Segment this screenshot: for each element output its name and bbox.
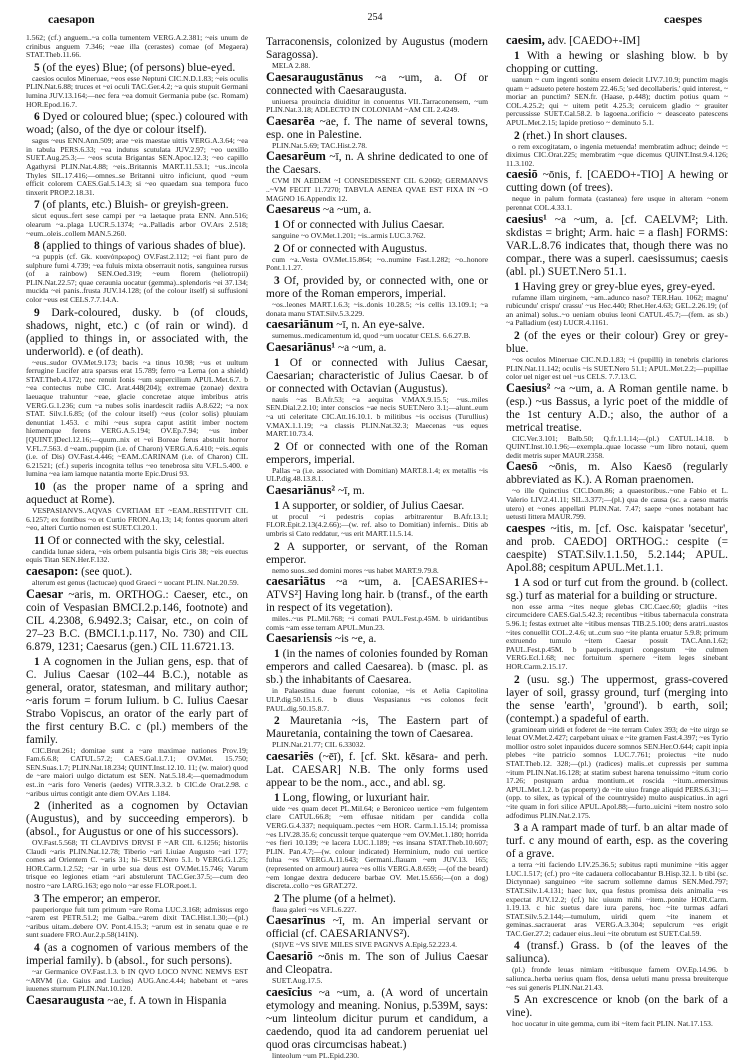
entry-definition: ~ī, n. An eye-salve. xyxy=(333,319,425,332)
citation-block: MELA 2.88. xyxy=(272,61,311,70)
citation-block: o rem excogitatam, o ingenia metuenda! membratim adhuc; deinde ~: diximus CIC.Orat.225; membratim ~que dicemus QUINT.Inst.9.4.126; 11.3.102. xyxy=(506,141,728,168)
sense-definition: 1 With a hewing or slashing blow. b by chopping or cutting. xyxy=(506,50,728,75)
dictionary-entry-head xyxy=(266,115,488,142)
headword: Caesariō xyxy=(266,948,313,963)
sense-number: 4 xyxy=(34,942,40,955)
column-right xyxy=(506,34,728,1029)
dictionary-entry-head xyxy=(266,950,488,977)
page-number: 254 xyxy=(367,12,383,23)
sense-number: 1 xyxy=(274,219,280,232)
sense-definition: 2 Of or connected with one of the Roman emperors, imperial. xyxy=(266,440,488,466)
sense-definition: 2 (of the eyes or their colour) Grey or grey-blue. xyxy=(506,329,728,355)
sense-definition: 9 Dark-coloured, dusky. b (of clouds, shadows, night, etc.) c (of rain or wind). d (applied to things in, or associated with, the underworld). e (of death). xyxy=(26,306,248,358)
citation-block: sagus ~eus ENN.Ann.509; arae ~eis maestae uittis VERG.A.3.64; ~ea in tabula PERS.6.33; ~ea indutus scutulata JUV.2.97; ~eo uexillo SUET.Aug.25.3;— ~eos scuta Brigantas SEN.Apoc.12.3; ~eo capillo Agathyrsi PLIN.Nat.4.88; ~eis..Britannis MART.11.53.1; ~us..incola Thyles SIL.17.416;—omnes..se Britanni uitro inficiunt, quod ~eum efficit colorem CAES.Gal.5.14.3; si ~eo quaedam sua tempora fuco tinxerit PROP.2.18.31. xyxy=(26,136,248,197)
citation-block: hoc uocatur in uite gemma, cum ibi ~item facit PLIN. Nat.17.153. xyxy=(512,1019,713,1029)
entry-definition: ~ī, n. A shrine dedicated to one of the Caesars. xyxy=(266,151,488,177)
citation-block: (pl.) fronde leuas nimiam ~itibusque famem OV.Ep.14.96. b saliunca..herba uerius quam flos, densa ueluti manu pressa breuiterque ~es sui generis PLIN.Nat.21.43. xyxy=(506,965,728,992)
citation-block: ~o ille Quinctius CIC.Dom.86; a quaestoribus..~one Fabio et L. Valerio LIV.2.41.11; SIL.3.377;—(pl.) qua de causa (sc. a caeso matris utero) et ~ones appellati PLIN.Nat. 7.47; saepe ~ones notabant hac uetusti littera MAUR.799. xyxy=(506,486,728,522)
sense-definition: 11 Of or connected with the sky, celestial. xyxy=(34,534,225,547)
headword: Caesarēum xyxy=(266,149,326,164)
sense-definition: 1 A cognomen in the Julian gens, esp. that of C. Julius Caesar (102–44 B.C.), notable as general, orator, statesman, and military author; ~aris forum = forum Iulium. b C. Iulius Caesar Strabo Vopiscus, an orator of the early part of the first century B.C. c (pl.) members of the family. xyxy=(26,655,248,746)
headword: caesiō xyxy=(506,167,538,182)
entry-definition: ~ōnis m. The son of Julius Caesar and Cleopatra. xyxy=(266,950,488,976)
headword: caesariātus xyxy=(266,574,326,589)
entry-definition: (~ēī), f. [cf. Skt. kēsara- and perh. Lat. CAESAR] N.B. The only forms used appear to be the nom., acc., and abl. sg. xyxy=(266,750,488,789)
sense-number: 1 xyxy=(274,791,280,804)
headword: Caesarēa xyxy=(266,113,315,128)
sense-number: 2 xyxy=(514,129,520,142)
dictionary-entry-head xyxy=(266,575,488,615)
citation-block: CIC.Ver.3.101; Balb.50; Q.fr.1.1.14;—(pl.) CATUL.14.18. b QUINT.Inst.10.1.96;—exempla..quae locasse ~um libro notaui, quem dedit metris super MAUR.2358. xyxy=(506,433,728,460)
sense-number: 1 xyxy=(274,648,280,661)
citation-block: sumemus..medicamentum id, quod ~um uocatur CELS. 6.6.27.B. xyxy=(272,331,471,341)
sense-definition: 2 (inherited as a cognomen by Octavian (Augustus), and by succeeding emperors). b (absol., for Augustus or one of his successors). xyxy=(26,800,248,839)
sense-number: 1 xyxy=(514,50,520,62)
column-middle xyxy=(266,34,488,1060)
citation-block: neque in palum formata (castanea) fere usque in alteram ~onem perennat COL.4.33.1. xyxy=(506,194,728,212)
sense-number: 3 xyxy=(514,822,520,835)
headword: Caesaraugustānus xyxy=(266,69,364,84)
citation-block: ~eus..sudor OV.Met.9.173; bacis ~a tinus 10.98; ~us et uultum ferrugine Lucifer atra sparsus erat 15.789; ferro ~a Lerna (on a shield) STAT.Theb.4.172; nec renuit Ionis ~um supercilium APUL.Met.6.7. b ~ea contectus nube CIC. Arat.448(204); extremae (zonae) dextra laeuaque trahuntur ~eae, glacie concretae atque imbribus atris VERG.G.1.236; cum ~a nubes solis inardescit radiis A.8.622; ~a nox STAT. Silv.1.6.85; (of the colour itself) ~eus (color solis) pluuiam denuntiat 1.453. c mihi ~eus supra caput astitit imber noctem hiememque ferens VERG.A.5.194; OV.Ep.7.94; ~us imber [QUINT.]Decl.12.16;—quum..nix et ~ei Boreae ferus abstulit horror V.FL.7.563. d ~eam..puppim (i.e. of Charon) VERG.A.6.410; ~eis..equis (i.e. of Dis) OV.Fast.4.446; ~EAM..CARINAM (i.e. of Charon) CIL 6.21521; (cf.) superis incognita tellus ~eo tenebrosa situ V.FL.5.400. e lumina ~ea iam iamque natantia morte Epic.Drusi 93. xyxy=(26,357,248,479)
citation-block: in Palaestina duae fuerunt coloniae, ~is et Aelia Capitolina ULP.dig.50.15.1.6. b diuus Vespasianus ~es colonos fecit PAUL.dig.50.15.8.7. xyxy=(266,686,488,713)
sense-number: 1 xyxy=(514,280,520,293)
citation-block: linteolum ~um PL.Epid.230. xyxy=(272,1050,360,1060)
sense-number: 9 xyxy=(34,306,40,319)
citation-block: non esse arma ~ites neque glebas CIC.Caec.60; gladiis ~ites circumcidere CAES.Gal.5.42.3; recentibus ~itibus tabernacula constrata 5.96.1; festas extruet alte ~itibus mensas TIB.2.5.100; dens aratri..uastos ~ites conuellit COL.2.4.6; ut..cum suo ~ite planta eruatur 5.9.8; primum extruendo tumulo ~item Caesar posuit TAC.Ann.1.62; PAUL.Fest.p.45M. b pauperis..tuguri congestum ~ite culmen VERG.Ecl.1.68; nec fortuitum spernere ~item leges sinebant HOR.Carm.2.15.17. xyxy=(506,601,728,671)
sense-number: 5 xyxy=(34,61,40,74)
sense-definition: 1 Of or connected with Julius Caesar, Caesarian; characteristic of Julius Caesar. b of or connected with Octavian (Augustus). xyxy=(266,356,488,395)
sense-number: 11 xyxy=(34,534,45,547)
entry-definition: ~a ~um, a. A Roman gentile name. b (esp.) ~us Bassus, a lyric poet of the middle of the 1st century A.D.; also, the author of a metrical treatise. xyxy=(506,382,728,434)
sense-number: 10 xyxy=(34,480,46,493)
sense-number: 2 xyxy=(514,673,520,686)
headword: Caesariānus¹ xyxy=(266,339,336,354)
headword: Caesareus xyxy=(266,202,321,217)
headword: Caesius² xyxy=(506,380,551,395)
sense-definition: 7 (of plants, etc.) Bluish- or greyish-green. xyxy=(34,199,229,212)
sense-number: 1 xyxy=(274,499,280,512)
entry-definition: ~is ~e, a. xyxy=(332,633,377,646)
last-headword: caespes xyxy=(664,12,702,26)
dictionary-entry-head xyxy=(506,213,728,279)
sense-number: 2 xyxy=(274,715,280,728)
sense-number: 2 xyxy=(514,329,520,342)
entry-definition: ~ae, f. The name of several towns, esp. one in Palestine. xyxy=(266,115,488,141)
sense-definition: 6 Dyed or coloured blue; (spec.) coloured with woad; (also, of the dye or colour itself). xyxy=(26,111,248,137)
dictionary-entry-head xyxy=(26,588,248,654)
sense-definition: 2 Of or connected with Augustus. xyxy=(274,242,428,255)
sense-definition: Tarraconensis, colonized by Augustus (modern Saragossa). xyxy=(266,36,488,61)
citation-block: CIC.Brut.261; domitae sunt a ~are maximae nationes Prov.19; Fam.6.6.8; CATUL.57.2; CAES.Gal.1.7.1; OV.Met. 15.750; SEN.Suas.1.7; PLIN.Nat.18.234; QUINT.Inst.12.10. 11; (w. maior) quod de ~are maiori uulgo dictatum est SEN. Nat.5.18.4;—quemadmodum est..in ~aris foro Veneris (aedes) VITR.3.3.2. b CIC.de Orat.2.98. c ~aribus uirtus contigit ante diem OV.Ars 1.184. xyxy=(26,745,248,798)
citation-block: uide ~es quam decet PL.Mil.64; e Beroniceo uertice ~em fulgentem clare CATUL.66.8; ~em effusae nitidam per candida colla VERG.G.4.337; nequiquam..pectes ~em HOR. Carm.1.15.14; promissa ~es LIV.28.35.6; concussit terque quaterque ~em OV.Met.1.180; horrida ~es fieri 10.139; ~e lacera LUC.1.189; ~es insana STAT.Theb.10.607; PLIN. Pan.4.7;—(w. colour indicated) Herminium, nudo cui uertice fulua ~es VERG.A.11.643; Germani..flauam ~em JUV.13. 165; (represented on armour) aurea ~es ollis VERG.A.8.659; —(of the beard) ~em longae dextra deducere barbae OV. Met.15.656;—(on a dog) discreta..collo ~es GRAT.272. xyxy=(266,803,488,891)
citation-block: sicut equus..fert sese campi per ~a laetaque prata ENN. Ann.516; olearum ~a..plaga LUCR.5.1374; ~a..Palladis arbor OV.Ars 2.518; ~eum..oleis..collem MAN.5.260. xyxy=(26,211,248,238)
sense-number: 3 xyxy=(274,274,280,287)
entry-definition: ~ōnis, f. [CAEDO+-TIO] A hewing or cutting down (of trees). xyxy=(506,169,728,195)
citation-block: alterum est genus (lactucae) quod Graeci ~ uocant PLIN. Nat.20.59. xyxy=(32,577,239,587)
citation-block: nemo suos..sed domini mores ~us habet MART.9.79.8. xyxy=(272,565,439,575)
sense-definition: 2 (rhet.) In short clauses. xyxy=(514,129,628,142)
entry-definition: ~ī, m. xyxy=(335,484,365,497)
citation-block: uanum ~ cum ingenti sonitu ensem deiecit LIV.7.10.9; punctim magis quam ~ adsueto petere hostem 22.46.5; 'sed decollaberis.' quid interest, ~ moriar an punctim? SEN.fr. (Haase, p.448); ductim potius quam ~ COL.4.25.2; qui ~ uitem petit 4.25.3; ceruicem gladio ~ grauiter percussisse SUET.Cal.58.2. b lagoena..orificio ~ deasceato patescens APUL.Met.2.15; lapide pretioso ~ deminuto 5.1. xyxy=(506,75,728,127)
sense-definition: 1 A sod or turf cut from the ground. b (collect. sg.) turf as material for a building or structure. xyxy=(506,576,728,602)
sense-number: 1 xyxy=(514,576,520,589)
sense-number: 2 xyxy=(274,892,280,905)
dictionary-entry-head xyxy=(266,203,488,217)
column-left xyxy=(26,34,248,1008)
citation-block: ~a puppis (cf. Gk. κυανόπρωρος) OV.Fast.2.112; ~ei fiant puro de sulphure fumi 4.739; ~ea fuluis mixta obserrauit notis, sanguinea rursus (of a rainbow) SEN.Oed.319; ~eum florem (heliotropii) PLIN.Nat.22.57; quae ceraunia uocatur (gemma)..splendoris ~ei 37.134; mucida ~ei panis..frusta JUV.14.128; (of the colour itself) si suffusioni color ~eus est CELS.7.7.14.A. xyxy=(26,252,248,305)
dictionary-entry-head xyxy=(266,150,488,177)
citation-block: PLIN.Nat.21.77; CIL 6.33032. xyxy=(272,740,366,750)
sense-number: 4 xyxy=(514,940,520,953)
sense-definition: 1 Having grey or grey-blue eyes, grey-eyed. xyxy=(514,280,716,293)
sense-definition: 2 Mauretania ~is, The Eastern part of Mauretania, containing the town of Caesarea. xyxy=(266,715,488,741)
citation-block: 1.562; (cf.) anguem..~a colla tumentem VERG.A.2.381; ~eis unum de crinibus anguem 7.346; ~eae illa (cerastes) comae (of Megaera) STAT.Theb.11.66. xyxy=(26,33,248,60)
headword: caesius¹ xyxy=(506,211,547,226)
citation-block: gramineam uiridi et foderet de ~ite terram Culex 393; de ~ite uirgo se leuat OV.Met.2.427; carpebant uiuax e ~ite gramen Fast.4.397; ~es Tyrio mollior ostro solet inpauidos ducere somnos SEN.Her.O.644; capit inpia plebes ~ite patricio somnos LUC.7.761; proiectus ~ite nudo STAT.Theb.12. 328;—(pl.) (radices) malis..et cupressis per summa ~itum PLIN.Nat.16.128; at statim subest harena tenuissimo ~itum corio 17.26; postquam ardua montium..et roscida ~itum..emersimus APUL.Met.1.2. b (as property) de ~ite uiuo frange aliquid PERS.6.31;—(opp. to silex, as typical of the countryside) multo auspicatius..in agri ~ite quam in fori silice APUL.Apol.88;—furto..uicini ~item nostro solo adfodimus PLIN.Nat.2.175. xyxy=(506,724,728,820)
dictionary-entry-head xyxy=(26,565,248,579)
citation-block: cum ~a..Vesta OV.Met.15.864; ~o..numine Fast.1.282; ~o..honore Pont.1.1.27. xyxy=(266,254,488,273)
headword: caesapon: xyxy=(26,563,79,578)
entry-definition: ~itis, m. [cf. Osc. kaispatar 'secetur', and prob. CAEDO] ORTHOG.: cespite (= caespite) STAT.Silv.1.1.50, 5.2.144; APUL. Apol.88; cespitum APUL.Met.1.1. xyxy=(506,522,728,574)
entry-definition: ~aris, m. ORTHOG.: Caeser, etc., on coin of Vespasian BMCI.2.p.146, footnote) and CIL 4.2308, 6.9492.3; Caisar, etc., on coin of 27–23 B.C. (BMCI.1.p.117, No. 730) and CIL 6.879, 1231; Caesarus (gen.) CIL 11.6721.13. xyxy=(26,588,248,653)
dictionary-entry-head xyxy=(506,382,728,435)
citation-block: rufamne illam uirginem, ~am..adunco naso? TER.Hau. 1062; magnu' rubicundu' crispu' crassu' ~us Hec.440; Rhet.Her.4.63; GEL.2.26.19; (of an animal) solus..~o ueniam obuius leoni CATUL.45.7;—(fem. as sb.) ~a Palladium (est) LUCR.4.1161. xyxy=(506,292,728,328)
citation-block: miles..~us PL.Mil.768; ~i comati PAUL.Fest.p.45M. b uiridantibus comis ~am esse terram APUL.Mun.23. xyxy=(266,614,488,632)
dictionary-entry-head xyxy=(266,986,488,1052)
sense-number: 7 xyxy=(34,199,40,212)
sense-definition: 2 The plume (of a helmet). xyxy=(274,892,396,905)
dictionary-entry-head xyxy=(266,750,488,790)
sense-number: 5 xyxy=(514,994,520,1007)
entry-definition: ~a ~um, a. [CAESARIES+-ATVS²] Having long hair. b (transf., of the earth in respect of its vegetation). xyxy=(266,576,488,615)
dictionary-entry-head xyxy=(266,341,488,355)
citation-block: a terra ~iti faciendo LIV.25.36.5; subitus rapti munimine ~itis agger LUC.1.517; (cf.) pro ~ite cadauera collocabantur B.Hisp.32.1. b tibi (sc. Dictynnae) sanguineo ~ite sacrum sollemne damus SEN.Med.797; STAT.Silv.1.4.131; haec lux, qua festus promissa deis animalia ~es expectat JUV.12.2; (cf.) hic uiuum mihi ~item..ponite HOR.Carm. 1.19.13. c hic suetus dare iura parens, hoc ~ite turmas adfari STAT.Silv.5.2.144;—tumulum, uiridi quem ~ite inanem et geminas..sacrauerat aras VERG.A.3.304; sepulcrum ~es erigit TAC.Ger.27.2; cadauer eius..leui ~ite obrutum est SUET.Cal.59. xyxy=(506,860,728,938)
citation-block: VESPASIANVS..AQVAS CVRTIAM ET ~EAM..RESTITVIT CIL 6.1257; ex fontibus ~o et Curtio FRON.Aq.13; 14; fontes quorum alteri ~eo, alteri Curtio nomen est SUET.Cl.20.1. xyxy=(26,505,248,533)
citation-block: CVM IN AEDEM ~I CONSEDISSENT CIL 6.2060; GERMANVS ..~VM FECIT 11.7270; TABVLA AENEA QVAE EST FIXA IN ~O MAGNO 16.Appendix 12. xyxy=(266,176,488,203)
sense-number: 6 xyxy=(34,111,40,124)
citation-block: ~ar Germanice OV.Fast.1.3. b IN QVO LOCO NVNC NEMVS EST ~ARVM (i.e. Gaius and Lucius) AUG.Anc.4.44; habebant et ~ares iuuenes sturnum PLIN.Nat.10.120. xyxy=(26,967,248,994)
citation-block: OV.Fast.5.568; TI CLAVDIVS DRVSI F ~AR CIL 6.1256; historiis Claudi ~aris PLIN.Nat.12.78; Tiberio ~ari Liuiae Augusto ~ari 177; comes ad Orientem C. ~aris 31; hi- SUET.Nero 5.1. b VERG.G.1.25; HOR.Carm.1.2.52; ~ar in urbe sua deus est OV.Met.15.746; Varum trisque eo legiones etiam ~ari abstulerunt TAC.Ger.37.5;—cum deo nostro ~are LARG.163; ego nolo ~ar esse FLOR.poet.1. xyxy=(26,838,248,891)
sense-definition: 5 (of the eyes) Blue; (of persons) blue-eyed. xyxy=(34,61,236,74)
sense-definition: 1 Long, flowing, or luxuriant hair. xyxy=(274,791,430,804)
headword: caesariēs xyxy=(266,748,314,763)
dictionary-entry-head xyxy=(506,522,728,575)
headword: caesariānum xyxy=(266,317,334,332)
sense-definition: 4 (transf.) Grass. b (of the leaves of the saliunca). xyxy=(506,940,728,966)
entry-definition: ~a ~um, a. [cf. CAELVM²; Lith. skdistas = bright; Arm. haic = a flash] FORMS: VAR.L.8.76 indicates that, though there was no compar., there was a superl. caesissumus; caesis (abl. pl.) SUET.Nero 51.1. xyxy=(506,213,728,278)
sense-number: 2 xyxy=(274,540,280,553)
citation-block: SUET.Aug.17.5. xyxy=(272,975,323,985)
dictionary-entry-head xyxy=(506,168,728,195)
headword: Caesarīnus xyxy=(266,913,326,928)
sense-definition: 2 (usu. sg.) The uppermost, grass-covered layer of soil, grassy ground, turf (merging into the sense 'earth', 'ground'). b earth, soil; (contempt.) a spadeful of earth. xyxy=(506,673,728,725)
entry-definition: ~a ~um, a. (A word of uncertain etymology and meaning. Nonius, p.539M, says: ~um linteolum dicitur purum et candidum, a caedendo, quod ita ad candorem perueniat uel quod oras circumcisas habeat.) xyxy=(266,986,488,1051)
sense-definition: 8 (applied to things of various shades of blue). xyxy=(34,240,246,253)
citation-block: ut procul ~i pedestris copias arbitrarentur B.Afr.13.1; FLOR.Epit.2.13(4.2.66);—(w. ref. also to Domitian) infernis.. Ditis ab umbris si Cato reddatur, ~us erit MART.11.5.14. xyxy=(266,511,488,539)
citation-block: nauis ~as B.Afr.53; ~a aequitas V.MAX.9.15.5; ~us..miles SEN.Dial.2.2.10; inter conscios ~ae necis SUET.Nero 3.1;—alunt..eum ~a uti celeritate CIC.Att.16.10.1. b militibus ~is occisus (Turullius) V.MAX.1.1.19; ~a classis PLIN.Nat.32.3; Maecenas ~us eques MART.10.73.4. xyxy=(266,394,488,439)
sense-number: 1 xyxy=(34,655,40,668)
dictionary-entry-head xyxy=(506,34,728,48)
entry-definition: adv. [CAEDO+-IM] xyxy=(544,35,641,47)
dictionary-entry-head xyxy=(26,994,248,1008)
entry-definition: ~ī, m. An imperial servant or official (cf. CAESARIANVS²). xyxy=(266,915,488,941)
entry-definition: ~ae, f. A town in Hispania xyxy=(104,994,227,1007)
headword: caesīcius xyxy=(266,984,313,999)
headword: Caesariānus² xyxy=(266,482,336,497)
citation-block: caesios oculos Mineruae, ~eos esse Neptuni CIC.N.D.1.83; ~eis oculis PLIN.Nat.6.88; truces et ~ei oculi TAC.Ger.4.2; ~a quis stupuit Germani lumina JUV.13.164;—nec fera ~ea domuit Germania pube (sc. Romam) HOR.Epod.16.7. xyxy=(26,73,248,109)
sense-number: 3 xyxy=(34,892,40,905)
entry-definition: ~a ~um, a. xyxy=(320,204,372,217)
sense-definition: 3 The emperor; an emperor. xyxy=(34,892,161,905)
dictionary-entry-head xyxy=(266,71,488,98)
citation-block: pauperiorque fuit tum primum ~are Roma LUC.3.168; admissus ergo ~arem est PETR.51.2; me Galba..~arem dixit TAC.Hist.1.30;—(pl.) ~aribus uitam..debere OV. Pont.4.15.3; ~arum est in senatu quae e re sunt suadere FRO.Aur.2.p.58(141N). xyxy=(26,904,248,940)
headword: Caesaraugusta xyxy=(26,992,105,1007)
citation-block: uniuersa prouincia diuiditur in conuentus VII..Tarraconensem, ~um PLIN.Nat.3.18; ADLECTO IN COLONIAM ~AM CIL 2.4249. xyxy=(266,96,488,115)
sense-definition: 3 Of, provided by, or connected with, one or more of the Roman emperors, imperial. xyxy=(266,274,488,300)
sense-definition: 3 a A rampart made of turf. b an altar made of turf. c any mound of earth, esp. as the covering of a grave. xyxy=(506,822,728,861)
headword: caesim, xyxy=(506,33,545,47)
entry-definition: ~a ~um, a. Of or connected with Caesaraugusta. xyxy=(266,71,488,97)
sense-definition: 1 Of or connected with Julius Caesar. xyxy=(274,219,445,232)
sense-number: 1 xyxy=(274,356,280,369)
sense-definition: 5 An excrescence or knob (on the bark of a vine). xyxy=(506,994,728,1020)
citation-block: Pallas ~a (i.e. associated with Domitian) MART.8.1.4; ex metallis ~is ULP.dig.48.13.8.1. xyxy=(266,465,488,484)
entry-definition: ~a ~um, a. xyxy=(335,341,387,354)
sense-definition: 4 (as a cognomen of various members of the imperial family). b (absol., for such persons). xyxy=(26,942,248,968)
citation-block: ~os..leones MART.1.6.3; ~is..donis 10.28.5; ~is cellis 13.109.1; ~a donata manu STAT.Silv.5.3.229. xyxy=(266,299,488,318)
citation-block: ~os oculos Mineruae CIC.N.D.1.83; ~i (pupilli) in tenebris clariores PLIN.Nat.11.142; oculis ~is SUET.Nero 51.1; APUL.Met.2.2;—pupillae color uel niger est uel ~us CELS. 7.7.13.C. xyxy=(506,354,728,382)
sense-definition: 10 (as the proper name of a spring and aqueduct at Rome). xyxy=(26,480,248,506)
entry-definition: ~ōnis, m. Also Kaesō (regularly abbreviated as K.). A Roman praenomen. xyxy=(506,461,728,487)
dictionary-entry-head xyxy=(266,484,488,498)
entry-definition: (see quot.). xyxy=(78,565,133,578)
sense-number: 2 xyxy=(274,242,280,255)
headword: caespes xyxy=(506,520,546,535)
citation-block: (SI)VE ~VS SIVE MILES SIVE PAGNVS A.Epig.52.223.4. xyxy=(272,940,458,950)
dictionary-entry-head xyxy=(506,460,728,487)
sense-definition: 2 A supporter, or servant, of the Roman emperor. xyxy=(266,540,488,566)
dictionary-entry-head xyxy=(266,914,488,941)
sense-number: 2 xyxy=(274,440,280,453)
dictionary-entry-head xyxy=(266,632,488,646)
sense-definition: 1 A supporter, or soldier, of Julius Caesar. xyxy=(274,499,465,512)
sense-number: 8 xyxy=(34,240,40,253)
headword: Caesariensis xyxy=(266,631,333,646)
dictionary-entry-head xyxy=(266,318,488,332)
headword: Caesar xyxy=(26,586,64,601)
citation-block: flaua galeri ~es V.FL.6.227. xyxy=(272,904,357,914)
first-headword: caesapon xyxy=(48,12,95,26)
sense-number: 2 xyxy=(34,800,40,813)
citation-block: sanguine ~o OV.Met.1.201; ~is..armis LUC.3.762. xyxy=(272,231,426,241)
running-head xyxy=(0,0,750,30)
citation-block: PLIN.Nat.5.69; TAC.Hist.2.78. xyxy=(272,140,368,150)
citation-block: candida lunae sidera, ~eis orbem pulsantia bigis Ciris 38; ~eis euectus equis Titan SEN.Her.F.132. xyxy=(26,546,248,565)
headword: Caesō xyxy=(506,459,538,474)
sense-definition: 1 (in the names of colonies founded by Roman emperors and called Caesarea). b (masc. pl. as sb.) the inhabitants of Caesarea. xyxy=(266,648,488,687)
